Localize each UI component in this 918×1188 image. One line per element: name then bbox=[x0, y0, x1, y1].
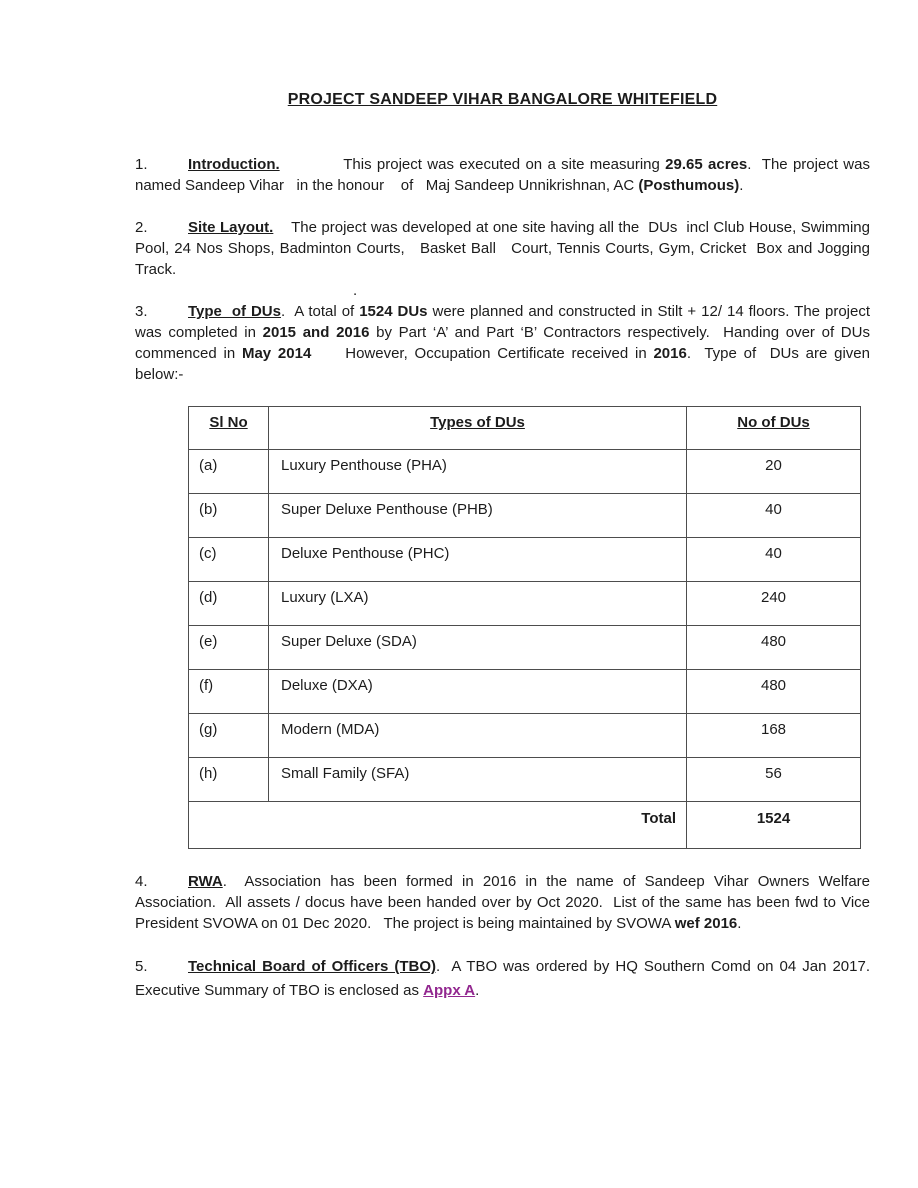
paragraph-text: . bbox=[737, 915, 742, 932]
row-type: Luxury (LXA) bbox=[269, 582, 687, 626]
row-count: 168 bbox=[687, 714, 861, 758]
col-header-sl-no: Sl No bbox=[189, 407, 269, 450]
paragraph-rwa bbox=[135, 871, 875, 934]
bold-text: (Posthumous) bbox=[638, 177, 740, 194]
paragraph-text: This project was executed on a site measuring bbox=[279, 156, 666, 173]
table-row bbox=[189, 538, 861, 582]
row-sl: (e) bbox=[189, 626, 269, 670]
table-total-row bbox=[189, 802, 861, 849]
row-count: 480 bbox=[687, 626, 861, 670]
paragraph-text: were planned and constructed in Stilt + 12/ 14 floors. The project was completed in bbox=[135, 303, 875, 341]
bold-text: 29.65 acres bbox=[665, 156, 748, 173]
du-types-table bbox=[188, 406, 861, 849]
row-sl: (f) bbox=[189, 670, 269, 714]
row-count: 40 bbox=[687, 538, 861, 582]
row-count: 240 bbox=[687, 582, 861, 626]
paragraph-text: . Association has been formed in 2016 in the name of Sandeep Vihar Owners Welfare Association. All assets / docus have been handed over by Oct 2020. List of the same has been fwd to Vice President SVOWA on 01 Dec 2020. The project is being maintained by SVOWA bbox=[135, 873, 875, 932]
paragraph-heading: Technical Board of Officers (TBO) bbox=[188, 958, 436, 975]
paragraph-type-of-dus bbox=[135, 301, 875, 385]
table-row bbox=[189, 450, 861, 494]
bold-text: 1524 DUs bbox=[359, 303, 428, 320]
paragraph-tbo bbox=[135, 955, 879, 1003]
paragraph-text: . Type of DUs are given below:- bbox=[135, 345, 875, 383]
paragraph-number: 4. bbox=[135, 873, 148, 890]
row-sl: (c) bbox=[189, 538, 269, 582]
row-type: Super Deluxe (SDA) bbox=[269, 626, 687, 670]
paragraph-heading: Introduction. bbox=[188, 156, 280, 173]
paragraph-text: by Part ‘A’ and Part ‘B’ Contractors respectively. Handing over of DUs commenced in bbox=[135, 324, 875, 362]
total-label: Total bbox=[189, 802, 687, 849]
row-sl: (d) bbox=[189, 582, 269, 626]
paragraph-text: The project was developed at one site having all the DUs incl Club House, Swimming Pool, 24 Nos Shops, Badminton Courts, Basket Ball Court, Tennis Courts, Gym, Cricket Box and Jogging Track. bbox=[135, 219, 875, 278]
paragraph-text: . A total of bbox=[280, 303, 360, 320]
paragraph-heading: Type of DUs bbox=[188, 303, 281, 320]
table-row bbox=[189, 582, 861, 626]
bold-text: May 2014 bbox=[241, 345, 312, 362]
table-row bbox=[189, 626, 861, 670]
bold-text: 2016 bbox=[653, 345, 687, 362]
row-type: Deluxe (DXA) bbox=[269, 670, 687, 714]
paragraph-number: 1. bbox=[135, 156, 148, 173]
page-title: PROJECT SANDEEP VIHAR BANGALORE WHITEFIELD bbox=[287, 91, 718, 108]
row-sl: (g) bbox=[189, 714, 269, 758]
paragraph-heading: RWA bbox=[188, 873, 223, 890]
row-sl: (b) bbox=[189, 494, 269, 538]
paragraph-number: 3. bbox=[135, 303, 148, 320]
table-row bbox=[189, 758, 861, 802]
bold-text: wef 2016 bbox=[674, 915, 738, 932]
paragraph-heading: Site Layout. bbox=[188, 219, 274, 236]
paragraph-number: 5. bbox=[135, 958, 148, 975]
appx-a-link[interactable]: Appx A bbox=[423, 982, 476, 999]
row-count: 20 bbox=[687, 450, 861, 494]
table-row bbox=[189, 494, 861, 538]
row-type: Deluxe Penthouse (PHC) bbox=[269, 538, 687, 582]
row-count: 480 bbox=[687, 670, 861, 714]
paragraph-text: However, Occupation Certificate received in bbox=[311, 345, 654, 362]
paragraph-site-layout bbox=[135, 217, 875, 280]
row-count: 40 bbox=[687, 494, 861, 538]
paragraph-text: . A TBO was ordered by HQ Southern Comd on 04 Jan 2017. Executive Summary of TBO is enclosed as bbox=[135, 958, 879, 999]
row-type: Super Deluxe Penthouse (PHB) bbox=[269, 494, 687, 538]
stray-period: . bbox=[353, 282, 358, 299]
row-sl: (a) bbox=[189, 450, 269, 494]
paragraph-text: . bbox=[475, 982, 480, 999]
paragraph-text: . The project was named Sandeep Vihar in the honour of Maj Sandeep Unnikrishnan, AC bbox=[135, 156, 875, 194]
table-row bbox=[189, 714, 861, 758]
row-type: Modern (MDA) bbox=[269, 714, 687, 758]
row-type: Small Family (SFA) bbox=[269, 758, 687, 802]
paragraph-text: . bbox=[739, 177, 744, 194]
row-type: Luxury Penthouse (PHA) bbox=[269, 450, 687, 494]
total-value: 1524 bbox=[687, 802, 861, 849]
bold-text: 2015 and 2016 bbox=[262, 324, 370, 341]
paragraph-introduction bbox=[135, 154, 875, 196]
row-sl: (h) bbox=[189, 758, 269, 802]
table-header-row bbox=[189, 407, 861, 450]
table-row bbox=[189, 670, 861, 714]
col-header-no-of-dus: No of DUs bbox=[687, 407, 861, 450]
row-count: 56 bbox=[687, 758, 861, 802]
col-header-types-of-dus: Types of DUs bbox=[269, 407, 687, 450]
paragraph-number: 2. bbox=[135, 219, 148, 236]
